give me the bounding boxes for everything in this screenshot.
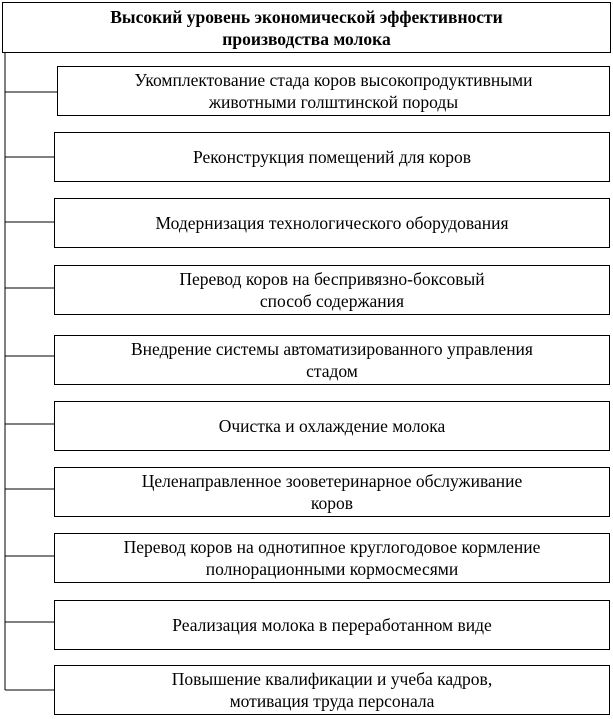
factor-box-milk-cooling (54, 401, 610, 451)
factor-box-processing (54, 600, 610, 650)
factor-box-automation (54, 335, 610, 385)
factor-label: Повышение квалификации и учеба кадров, мотивация труда персонала (171, 669, 493, 711)
factor-label: Перевод коров на однотипное круглогодовое кормление полнорационными кормосмесями (123, 537, 541, 579)
header-box (2, 2, 611, 53)
factor-label: Перевод коров на беспривязно-боксовый способ содержания (179, 269, 485, 311)
factor-box-herd-completion (57, 66, 610, 116)
factor-label: Реализация молока в переработанном виде (172, 615, 492, 635)
factor-label: Очистка и охлаждение молока (218, 416, 446, 436)
factor-box-loose-housing (54, 265, 610, 315)
factor-label: Целенаправленное зооветеринарное обслуживание коров (141, 471, 523, 513)
factor-label: Реконструкция помещений для коров (192, 147, 472, 167)
factor-box-feeding (54, 533, 610, 583)
factor-label: Модернизация технологического оборудования (155, 213, 509, 233)
factor-box-reconstruction (54, 132, 610, 182)
factor-box-veterinary (54, 467, 610, 517)
header-title: Высокий уровень экономической эффективности производства молока (110, 6, 503, 49)
factor-box-staff-training (54, 665, 610, 715)
factor-box-modernization (54, 198, 610, 248)
factor-label: Внедрение системы автоматизированного управления стадом (131, 339, 533, 381)
factor-label: Укомплектование стада коров высокопродуктивными животными голштинской породы (134, 70, 533, 112)
